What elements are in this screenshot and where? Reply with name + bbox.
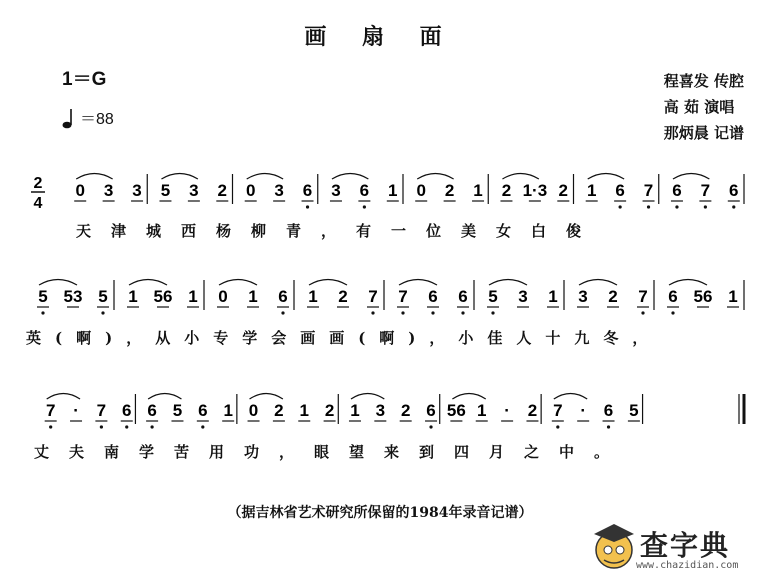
note: 1 (473, 181, 483, 200)
note: 5 (488, 287, 498, 306)
note: 6 (122, 401, 132, 420)
credit-transcriber: 那炳晨 记谱 (663, 124, 744, 142)
slur-arc (351, 394, 384, 400)
note: 3 (331, 181, 341, 200)
note: 1 (308, 287, 318, 306)
slur-arc (669, 280, 707, 286)
note: 1 (188, 287, 198, 306)
octave-dot (704, 205, 707, 208)
time-signature-top: 2 (33, 175, 43, 192)
slur-arc (76, 174, 112, 180)
octave-dot (675, 205, 678, 208)
note: · (504, 401, 510, 420)
note: 7 (368, 287, 378, 306)
slur-arc (502, 174, 538, 180)
slur-arc (332, 174, 368, 180)
note: 1 (728, 287, 738, 306)
note: 2 (324, 401, 335, 420)
note: 6 (359, 181, 370, 200)
octave-dot (641, 311, 644, 314)
note: 2 (400, 401, 411, 420)
note: 2 (274, 401, 284, 420)
octave-dot (556, 425, 559, 428)
credit-singer: 高 茹 演唱 (663, 98, 735, 116)
note: 1 (388, 181, 398, 200)
note: 1 (299, 401, 309, 420)
note: 3 (103, 181, 114, 200)
watermark-brand: 查字典 (640, 529, 731, 562)
note: 1 (548, 287, 558, 306)
lyrics-row-2: 英(啊)，从小专学会画画(啊)，小佳人十九冬， (26, 329, 662, 347)
slur-arc (399, 280, 437, 286)
octave-dot (607, 425, 610, 428)
note: 3 (518, 287, 528, 306)
slur-arc (219, 280, 257, 286)
chazidian-logo-icon (590, 520, 640, 572)
slur-arc (417, 174, 453, 180)
octave-dot (306, 205, 309, 208)
slur-arc (309, 280, 347, 286)
octave-dot (732, 205, 735, 208)
note: 2 (217, 181, 228, 200)
tempo-marking (62, 106, 114, 129)
note: 6 (603, 401, 614, 420)
note: 1 (248, 287, 258, 306)
score-notation (0, 160, 760, 480)
note: 5 (172, 401, 183, 420)
note: 1 (477, 401, 487, 420)
note: 56 (153, 287, 173, 306)
note: 3 (132, 181, 142, 200)
note: 0 (75, 181, 85, 200)
octave-dot (41, 311, 44, 314)
slur-arc (579, 280, 617, 286)
note: 2 (338, 287, 348, 306)
note: 7 (700, 181, 711, 200)
note: 6 (428, 287, 438, 306)
note: 0 (416, 181, 426, 200)
note: · (580, 401, 587, 420)
slur-arc (489, 280, 527, 286)
source-note: （据吉林省艺术研究所保留的1984年录音记谱） (227, 505, 533, 521)
octave-dot (671, 311, 674, 314)
note: 1 (350, 401, 360, 420)
quarter-note-icon (62, 107, 76, 129)
note: 53 (63, 287, 83, 306)
note: 6 (615, 181, 625, 200)
note: 3 (189, 181, 199, 200)
slur-arc (129, 280, 167, 286)
note: 1 (586, 181, 597, 200)
note: 5 (629, 401, 639, 420)
note: 2 (501, 181, 512, 200)
credits (664, 68, 744, 146)
credit-arranger: 程喜发 传腔 (663, 72, 744, 90)
slur-arc (452, 394, 485, 400)
octave-dot (201, 425, 204, 428)
note: 1·3 (522, 181, 548, 200)
note: 6 (729, 181, 739, 200)
note: 3 (274, 181, 284, 200)
slur-arc (161, 174, 197, 180)
slur-arc (148, 394, 181, 400)
note: 2 (608, 287, 618, 306)
slur-arc (47, 394, 80, 400)
slur-arc (554, 394, 587, 400)
octave-dot (363, 205, 366, 208)
note: 3 (375, 401, 386, 420)
note: 7 (643, 181, 654, 200)
note: 7 (553, 401, 563, 420)
note: 5 (38, 287, 48, 306)
slur-arc (39, 280, 77, 286)
note: 3 (578, 287, 588, 306)
note: 7 (398, 287, 408, 306)
note: 56 (693, 287, 713, 306)
key-signature: 1＝G (62, 69, 107, 90)
note: 1 (223, 401, 233, 420)
octave-dot (49, 425, 52, 428)
note: 56 (446, 401, 466, 420)
octave-dot (100, 425, 103, 428)
slur-arc (588, 174, 624, 180)
note: 5 (98, 287, 108, 306)
octave-dot (461, 311, 464, 314)
note: 6 (147, 401, 157, 420)
lyrics-row-3: 丈夫南学苦用功，眼望来到四月之中。 (34, 443, 630, 461)
note: 5 (160, 181, 171, 200)
time-signature-bottom: 4 (33, 195, 43, 212)
note: 2 (527, 401, 538, 420)
note: 7 (45, 401, 56, 420)
watermark-url: www.chazidian.com (636, 560, 739, 571)
lyrics-row-1: 天津城西杨柳青，有一位美女白俊 (76, 222, 602, 240)
octave-dot (401, 311, 404, 314)
note: 7 (96, 401, 107, 420)
slur-arc (673, 174, 709, 180)
note: 0 (245, 181, 256, 200)
note: 0 (248, 401, 259, 420)
octave-dot (125, 425, 128, 428)
slur-arc (247, 174, 283, 180)
note: 6 (458, 287, 468, 306)
slur-arc (250, 394, 283, 400)
octave-dot (619, 205, 622, 208)
note: 6 (198, 401, 208, 420)
octave-dot (647, 205, 650, 208)
octave-dot (101, 311, 104, 314)
octave-dot (281, 311, 284, 314)
note: 6 (672, 181, 682, 200)
tempo-value: ＝88 (80, 111, 114, 128)
note: 6 (302, 181, 313, 200)
note: 7 (638, 287, 648, 306)
note: 2 (558, 181, 569, 200)
note: 6 (278, 287, 288, 306)
octave-dot (431, 311, 434, 314)
note: 1 (128, 287, 138, 306)
page-title: 画 扇 面 (304, 24, 456, 50)
note: 6 (668, 287, 678, 306)
note: 6 (426, 401, 436, 420)
note: 0 (218, 287, 228, 306)
octave-dot (429, 425, 432, 428)
octave-dot (491, 311, 494, 314)
octave-dot (151, 425, 154, 428)
note: 2 (444, 181, 455, 200)
note: · (73, 401, 79, 420)
octave-dot (371, 311, 374, 314)
